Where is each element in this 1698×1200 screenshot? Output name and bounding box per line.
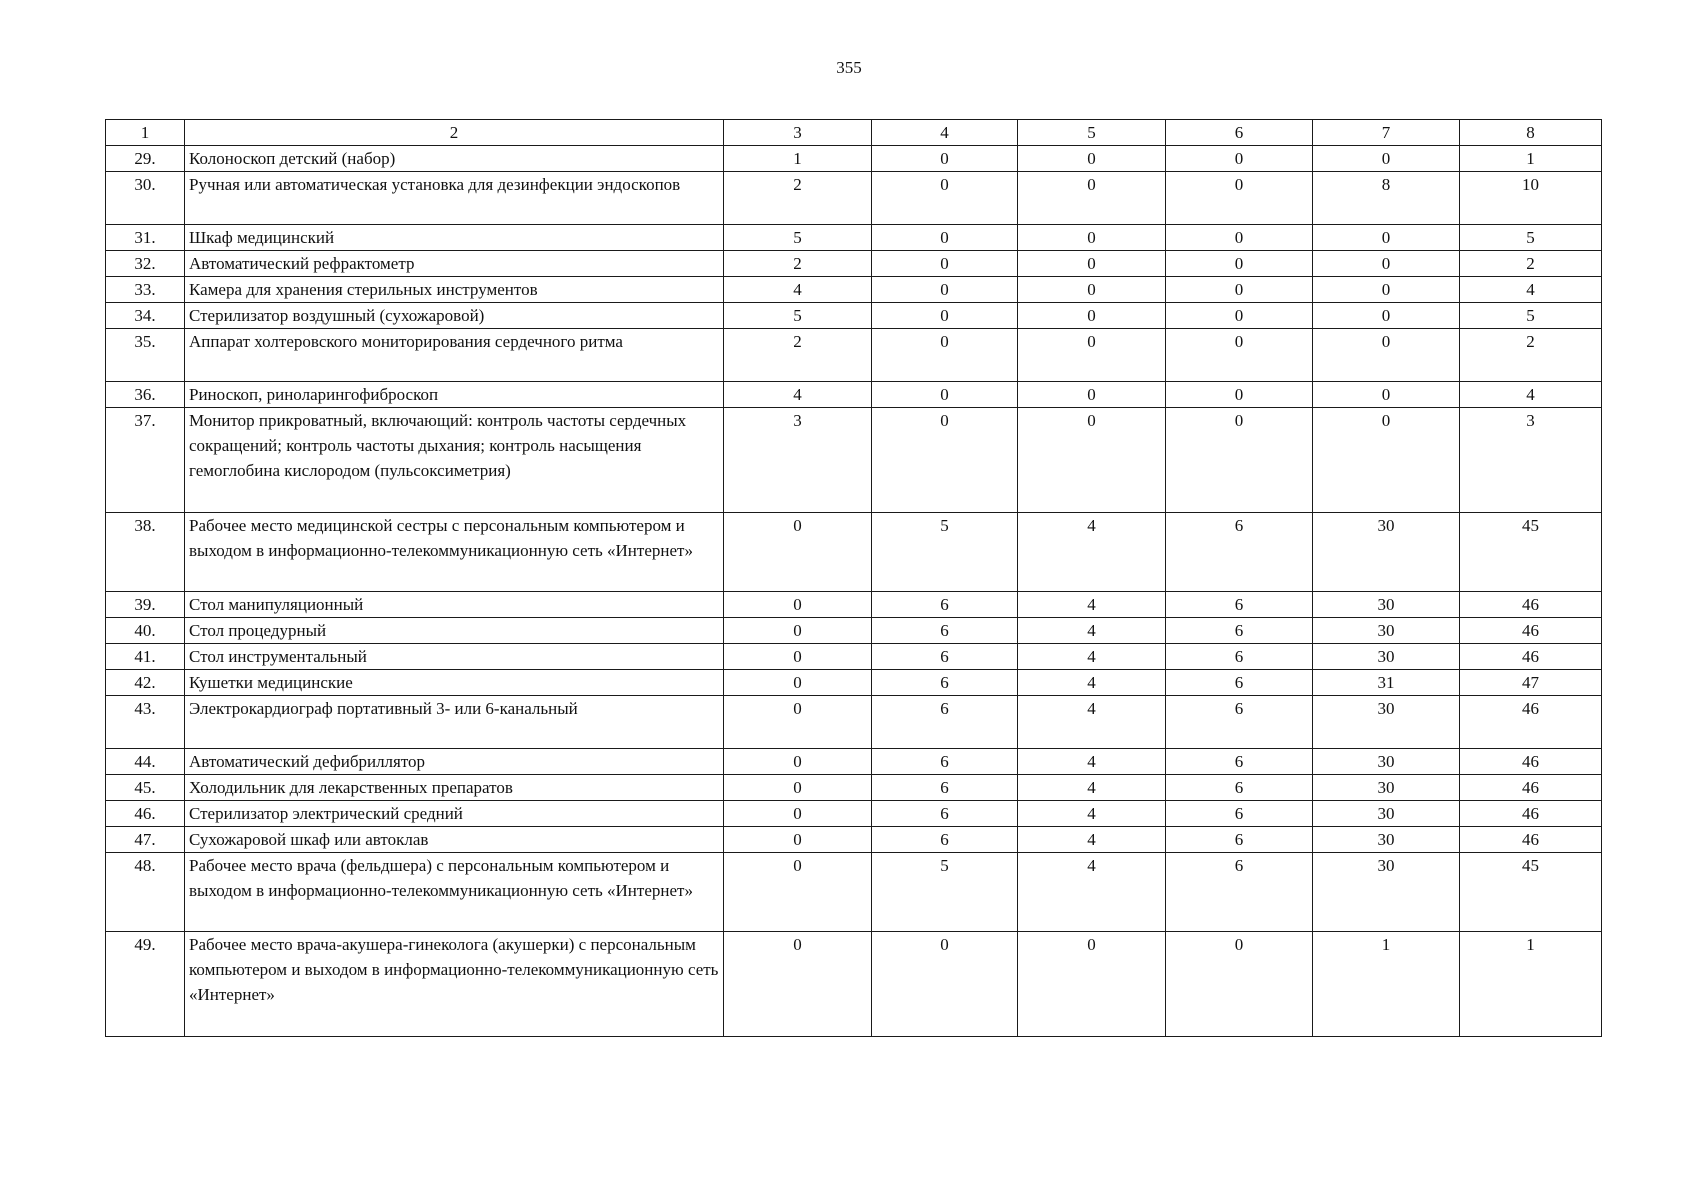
header-cell: 4	[872, 120, 1018, 146]
header-cell: 5	[1018, 120, 1166, 146]
equipment-name-cell: Сухожаровой шкаф или автоклав	[185, 827, 724, 853]
value-cell-col-5: 4	[1018, 853, 1166, 932]
value-cell-col-4: 6	[872, 775, 1018, 801]
value-cell-col-4: 5	[872, 853, 1018, 932]
row-number-cell: 33.	[106, 277, 185, 303]
value-cell-col-6: 0	[1166, 277, 1313, 303]
value-cell-col-7: 1	[1313, 932, 1460, 1037]
value-cell-col-7: 30	[1313, 618, 1460, 644]
value-cell-col-6: 0	[1166, 932, 1313, 1037]
header-cell: 6	[1166, 120, 1313, 146]
equipment-name-cell: Холодильник для лекарственных препаратов	[185, 775, 724, 801]
value-cell-col-7: 0	[1313, 408, 1460, 513]
row-number-cell: 37.	[106, 408, 185, 513]
header-cell: 2	[185, 120, 724, 146]
value-cell-col-7: 30	[1313, 592, 1460, 618]
table-row	[106, 146, 1602, 172]
table-row	[106, 408, 1602, 513]
row-number-cell: 32.	[106, 251, 185, 277]
value-cell-col-5: 4	[1018, 644, 1166, 670]
table-row	[106, 303, 1602, 329]
value-cell-col-5: 0	[1018, 251, 1166, 277]
row-number-cell: 45.	[106, 775, 185, 801]
value-cell-col-4: 6	[872, 801, 1018, 827]
value-cell-col-4: 0	[872, 932, 1018, 1037]
value-cell-col-3: 0	[724, 827, 872, 853]
row-number-cell: 44.	[106, 749, 185, 775]
value-cell-col-7: 0	[1313, 225, 1460, 251]
value-cell-col-6: 6	[1166, 592, 1313, 618]
value-cell-col-8: 5	[1460, 303, 1602, 329]
value-cell-col-7: 0	[1313, 382, 1460, 408]
value-cell-col-4: 0	[872, 303, 1018, 329]
table-row	[106, 644, 1602, 670]
value-cell-col-5: 4	[1018, 775, 1166, 801]
value-cell-col-5: 4	[1018, 513, 1166, 592]
header-cell: 3	[724, 120, 872, 146]
value-cell-col-3: 0	[724, 644, 872, 670]
value-cell-col-5: 0	[1018, 932, 1166, 1037]
value-cell-col-8: 46	[1460, 696, 1602, 749]
table-row	[106, 670, 1602, 696]
equipment-name-cell: Ручная или автоматическая установка для дезинфекции эндоскопов	[185, 172, 724, 225]
equipment-name-cell: Риноскоп, риноларингофиброскоп	[185, 382, 724, 408]
value-cell-col-4: 0	[872, 172, 1018, 225]
row-number-cell: 47.	[106, 827, 185, 853]
value-cell-col-8: 46	[1460, 618, 1602, 644]
value-cell-col-6: 6	[1166, 670, 1313, 696]
row-number-cell: 48.	[106, 853, 185, 932]
value-cell-col-4: 6	[872, 749, 1018, 775]
row-number-cell: 31.	[106, 225, 185, 251]
table-row	[106, 172, 1602, 225]
table-row	[106, 801, 1602, 827]
value-cell-col-3: 1	[724, 146, 872, 172]
value-cell-col-8: 46	[1460, 644, 1602, 670]
table-row	[106, 329, 1602, 382]
row-number-cell: 36.	[106, 382, 185, 408]
value-cell-col-3: 0	[724, 618, 872, 644]
value-cell-col-6: 0	[1166, 251, 1313, 277]
value-cell-col-4: 6	[872, 696, 1018, 749]
value-cell-col-6: 6	[1166, 775, 1313, 801]
value-cell-col-7: 30	[1313, 644, 1460, 670]
value-cell-col-7: 0	[1313, 303, 1460, 329]
value-cell-col-5: 0	[1018, 408, 1166, 513]
value-cell-col-5: 4	[1018, 592, 1166, 618]
table-body	[106, 120, 1602, 1037]
value-cell-col-8: 45	[1460, 513, 1602, 592]
value-cell-col-5: 4	[1018, 696, 1166, 749]
value-cell-col-6: 0	[1166, 225, 1313, 251]
value-cell-col-7: 0	[1313, 277, 1460, 303]
value-cell-col-6: 0	[1166, 172, 1313, 225]
value-cell-col-6: 6	[1166, 513, 1313, 592]
value-cell-col-4: 6	[872, 670, 1018, 696]
table-row	[106, 853, 1602, 932]
value-cell-col-8: 47	[1460, 670, 1602, 696]
value-cell-col-4: 0	[872, 251, 1018, 277]
value-cell-col-3: 0	[724, 801, 872, 827]
value-cell-col-8: 1	[1460, 146, 1602, 172]
value-cell-col-3: 2	[724, 172, 872, 225]
value-cell-col-8: 46	[1460, 801, 1602, 827]
value-cell-col-3: 0	[724, 749, 872, 775]
value-cell-col-7: 0	[1313, 329, 1460, 382]
value-cell-col-5: 0	[1018, 277, 1166, 303]
value-cell-col-3: 0	[724, 592, 872, 618]
equipment-name-cell: Монитор прикроватный, включающий: контроль частоты сердечных сокращений; контроль частоты дыхания; контроль насыщения гемоглобина кислородом (пульсоксиметрия)	[185, 408, 724, 513]
equipment-name-cell: Автоматический рефрактометр	[185, 251, 724, 277]
value-cell-col-8: 10	[1460, 172, 1602, 225]
value-cell-col-6: 6	[1166, 827, 1313, 853]
table-row	[106, 277, 1602, 303]
equipment-name-cell: Электрокардиограф портативный 3- или 6-канальный	[185, 696, 724, 749]
value-cell-col-4: 0	[872, 277, 1018, 303]
equipment-name-cell: Кушетки медицинские	[185, 670, 724, 696]
row-number-cell: 29.	[106, 146, 185, 172]
value-cell-col-5: 0	[1018, 382, 1166, 408]
table-row	[106, 696, 1602, 749]
value-cell-col-7: 30	[1313, 827, 1460, 853]
table-row	[106, 513, 1602, 592]
table-row	[106, 932, 1602, 1037]
equipment-name-cell: Стерилизатор воздушный (сухожаровой)	[185, 303, 724, 329]
value-cell-col-5: 4	[1018, 749, 1166, 775]
value-cell-col-6: 0	[1166, 382, 1313, 408]
header-cell: 7	[1313, 120, 1460, 146]
equipment-name-cell: Стол инструментальный	[185, 644, 724, 670]
value-cell-col-3: 0	[724, 513, 872, 592]
value-cell-col-8: 2	[1460, 251, 1602, 277]
table-row	[106, 225, 1602, 251]
equipment-name-cell: Колоноскоп детский (набор)	[185, 146, 724, 172]
value-cell-col-7: 30	[1313, 853, 1460, 932]
value-cell-col-8: 2	[1460, 329, 1602, 382]
equipment-name-cell: Камера для хранения стерильных инструментов	[185, 277, 724, 303]
value-cell-col-8: 46	[1460, 749, 1602, 775]
value-cell-col-8: 1	[1460, 932, 1602, 1037]
value-cell-col-7: 30	[1313, 749, 1460, 775]
header-cell: 1	[106, 120, 185, 146]
row-number-cell: 34.	[106, 303, 185, 329]
value-cell-col-5: 4	[1018, 618, 1166, 644]
value-cell-col-6: 6	[1166, 853, 1313, 932]
equipment-name-cell: Аппарат холтеровского мониторирования сердечного ритма	[185, 329, 724, 382]
equipment-name-cell: Автоматический дефибриллятор	[185, 749, 724, 775]
value-cell-col-5: 0	[1018, 146, 1166, 172]
value-cell-col-8: 3	[1460, 408, 1602, 513]
equipment-name-cell: Стол процедурный	[185, 618, 724, 644]
value-cell-col-6: 6	[1166, 644, 1313, 670]
value-cell-col-5: 0	[1018, 303, 1166, 329]
value-cell-col-5: 4	[1018, 827, 1166, 853]
value-cell-col-6: 0	[1166, 146, 1313, 172]
row-number-cell: 30.	[106, 172, 185, 225]
value-cell-col-5: 4	[1018, 670, 1166, 696]
value-cell-col-4: 6	[872, 592, 1018, 618]
value-cell-col-6: 6	[1166, 618, 1313, 644]
value-cell-col-7: 30	[1313, 775, 1460, 801]
equipment-name-cell: Стол манипуляционный	[185, 592, 724, 618]
value-cell-col-3: 5	[724, 303, 872, 329]
value-cell-col-4: 0	[872, 146, 1018, 172]
value-cell-col-6: 6	[1166, 696, 1313, 749]
value-cell-col-7: 30	[1313, 801, 1460, 827]
table-row	[106, 775, 1602, 801]
value-cell-col-7: 0	[1313, 251, 1460, 277]
row-number-cell: 42.	[106, 670, 185, 696]
row-number-cell: 41.	[106, 644, 185, 670]
value-cell-col-6: 0	[1166, 329, 1313, 382]
header-cell: 8	[1460, 120, 1602, 146]
value-cell-col-8: 46	[1460, 592, 1602, 618]
value-cell-col-8: 4	[1460, 382, 1602, 408]
value-cell-col-3: 0	[724, 853, 872, 932]
value-cell-col-6: 6	[1166, 749, 1313, 775]
value-cell-col-3: 0	[724, 670, 872, 696]
equipment-name-cell: Шкаф медицинский	[185, 225, 724, 251]
value-cell-col-3: 0	[724, 696, 872, 749]
value-cell-col-5: 0	[1018, 172, 1166, 225]
table-row	[106, 827, 1602, 853]
row-number-cell: 39.	[106, 592, 185, 618]
page-number: 355	[836, 58, 862, 77]
value-cell-col-4: 5	[872, 513, 1018, 592]
value-cell-col-4: 6	[872, 644, 1018, 670]
table-row	[106, 382, 1602, 408]
value-cell-col-6: 0	[1166, 408, 1313, 513]
value-cell-col-4: 0	[872, 408, 1018, 513]
value-cell-col-3: 0	[724, 775, 872, 801]
value-cell-col-8: 46	[1460, 775, 1602, 801]
value-cell-col-4: 6	[872, 827, 1018, 853]
value-cell-col-7: 0	[1313, 146, 1460, 172]
value-cell-col-4: 0	[872, 329, 1018, 382]
value-cell-col-5: 0	[1018, 329, 1166, 382]
equipment-name-cell: Рабочее место медицинской сестры с персональным компьютером и выходом в информационно-телекоммуникационную сеть «Интернет»	[185, 513, 724, 592]
value-cell-col-7: 30	[1313, 513, 1460, 592]
value-cell-col-5: 0	[1018, 225, 1166, 251]
value-cell-col-3: 2	[724, 251, 872, 277]
row-number-cell: 35.	[106, 329, 185, 382]
value-cell-col-5: 4	[1018, 801, 1166, 827]
value-cell-col-6: 6	[1166, 801, 1313, 827]
row-number-cell: 49.	[106, 932, 185, 1037]
value-cell-col-8: 45	[1460, 853, 1602, 932]
value-cell-col-7: 31	[1313, 670, 1460, 696]
row-number-cell: 43.	[106, 696, 185, 749]
equipment-name-cell: Стерилизатор электрический средний	[185, 801, 724, 827]
equipment-name-cell: Рабочее место врача-акушера-гинеколога (акушерки) с персональным компьютером и выходом в информационно-телекоммуникационную сеть «Интернет»	[185, 932, 724, 1037]
value-cell-col-7: 8	[1313, 172, 1460, 225]
row-number-cell: 38.	[106, 513, 185, 592]
value-cell-col-6: 0	[1166, 303, 1313, 329]
value-cell-col-3: 0	[724, 932, 872, 1037]
value-cell-col-8: 5	[1460, 225, 1602, 251]
value-cell-col-3: 4	[724, 382, 872, 408]
equipment-name-cell: Рабочее место врача (фельдшера) с персональным компьютером и выходом в информационно-телекоммуникационную сеть «Интернет»	[185, 853, 724, 932]
value-cell-col-4: 0	[872, 382, 1018, 408]
header-row	[106, 120, 1602, 146]
value-cell-col-4: 6	[872, 618, 1018, 644]
value-cell-col-3: 2	[724, 329, 872, 382]
table-row	[106, 592, 1602, 618]
row-number-cell: 40.	[106, 618, 185, 644]
value-cell-col-8: 46	[1460, 827, 1602, 853]
table-row	[106, 618, 1602, 644]
value-cell-col-7: 30	[1313, 696, 1460, 749]
table-row	[106, 251, 1602, 277]
value-cell-col-4: 0	[872, 225, 1018, 251]
value-cell-col-8: 4	[1460, 277, 1602, 303]
row-number-cell: 46.	[106, 801, 185, 827]
value-cell-col-3: 5	[724, 225, 872, 251]
table-row	[106, 749, 1602, 775]
value-cell-col-3: 3	[724, 408, 872, 513]
value-cell-col-3: 4	[724, 277, 872, 303]
equipment-table	[105, 119, 1602, 1037]
